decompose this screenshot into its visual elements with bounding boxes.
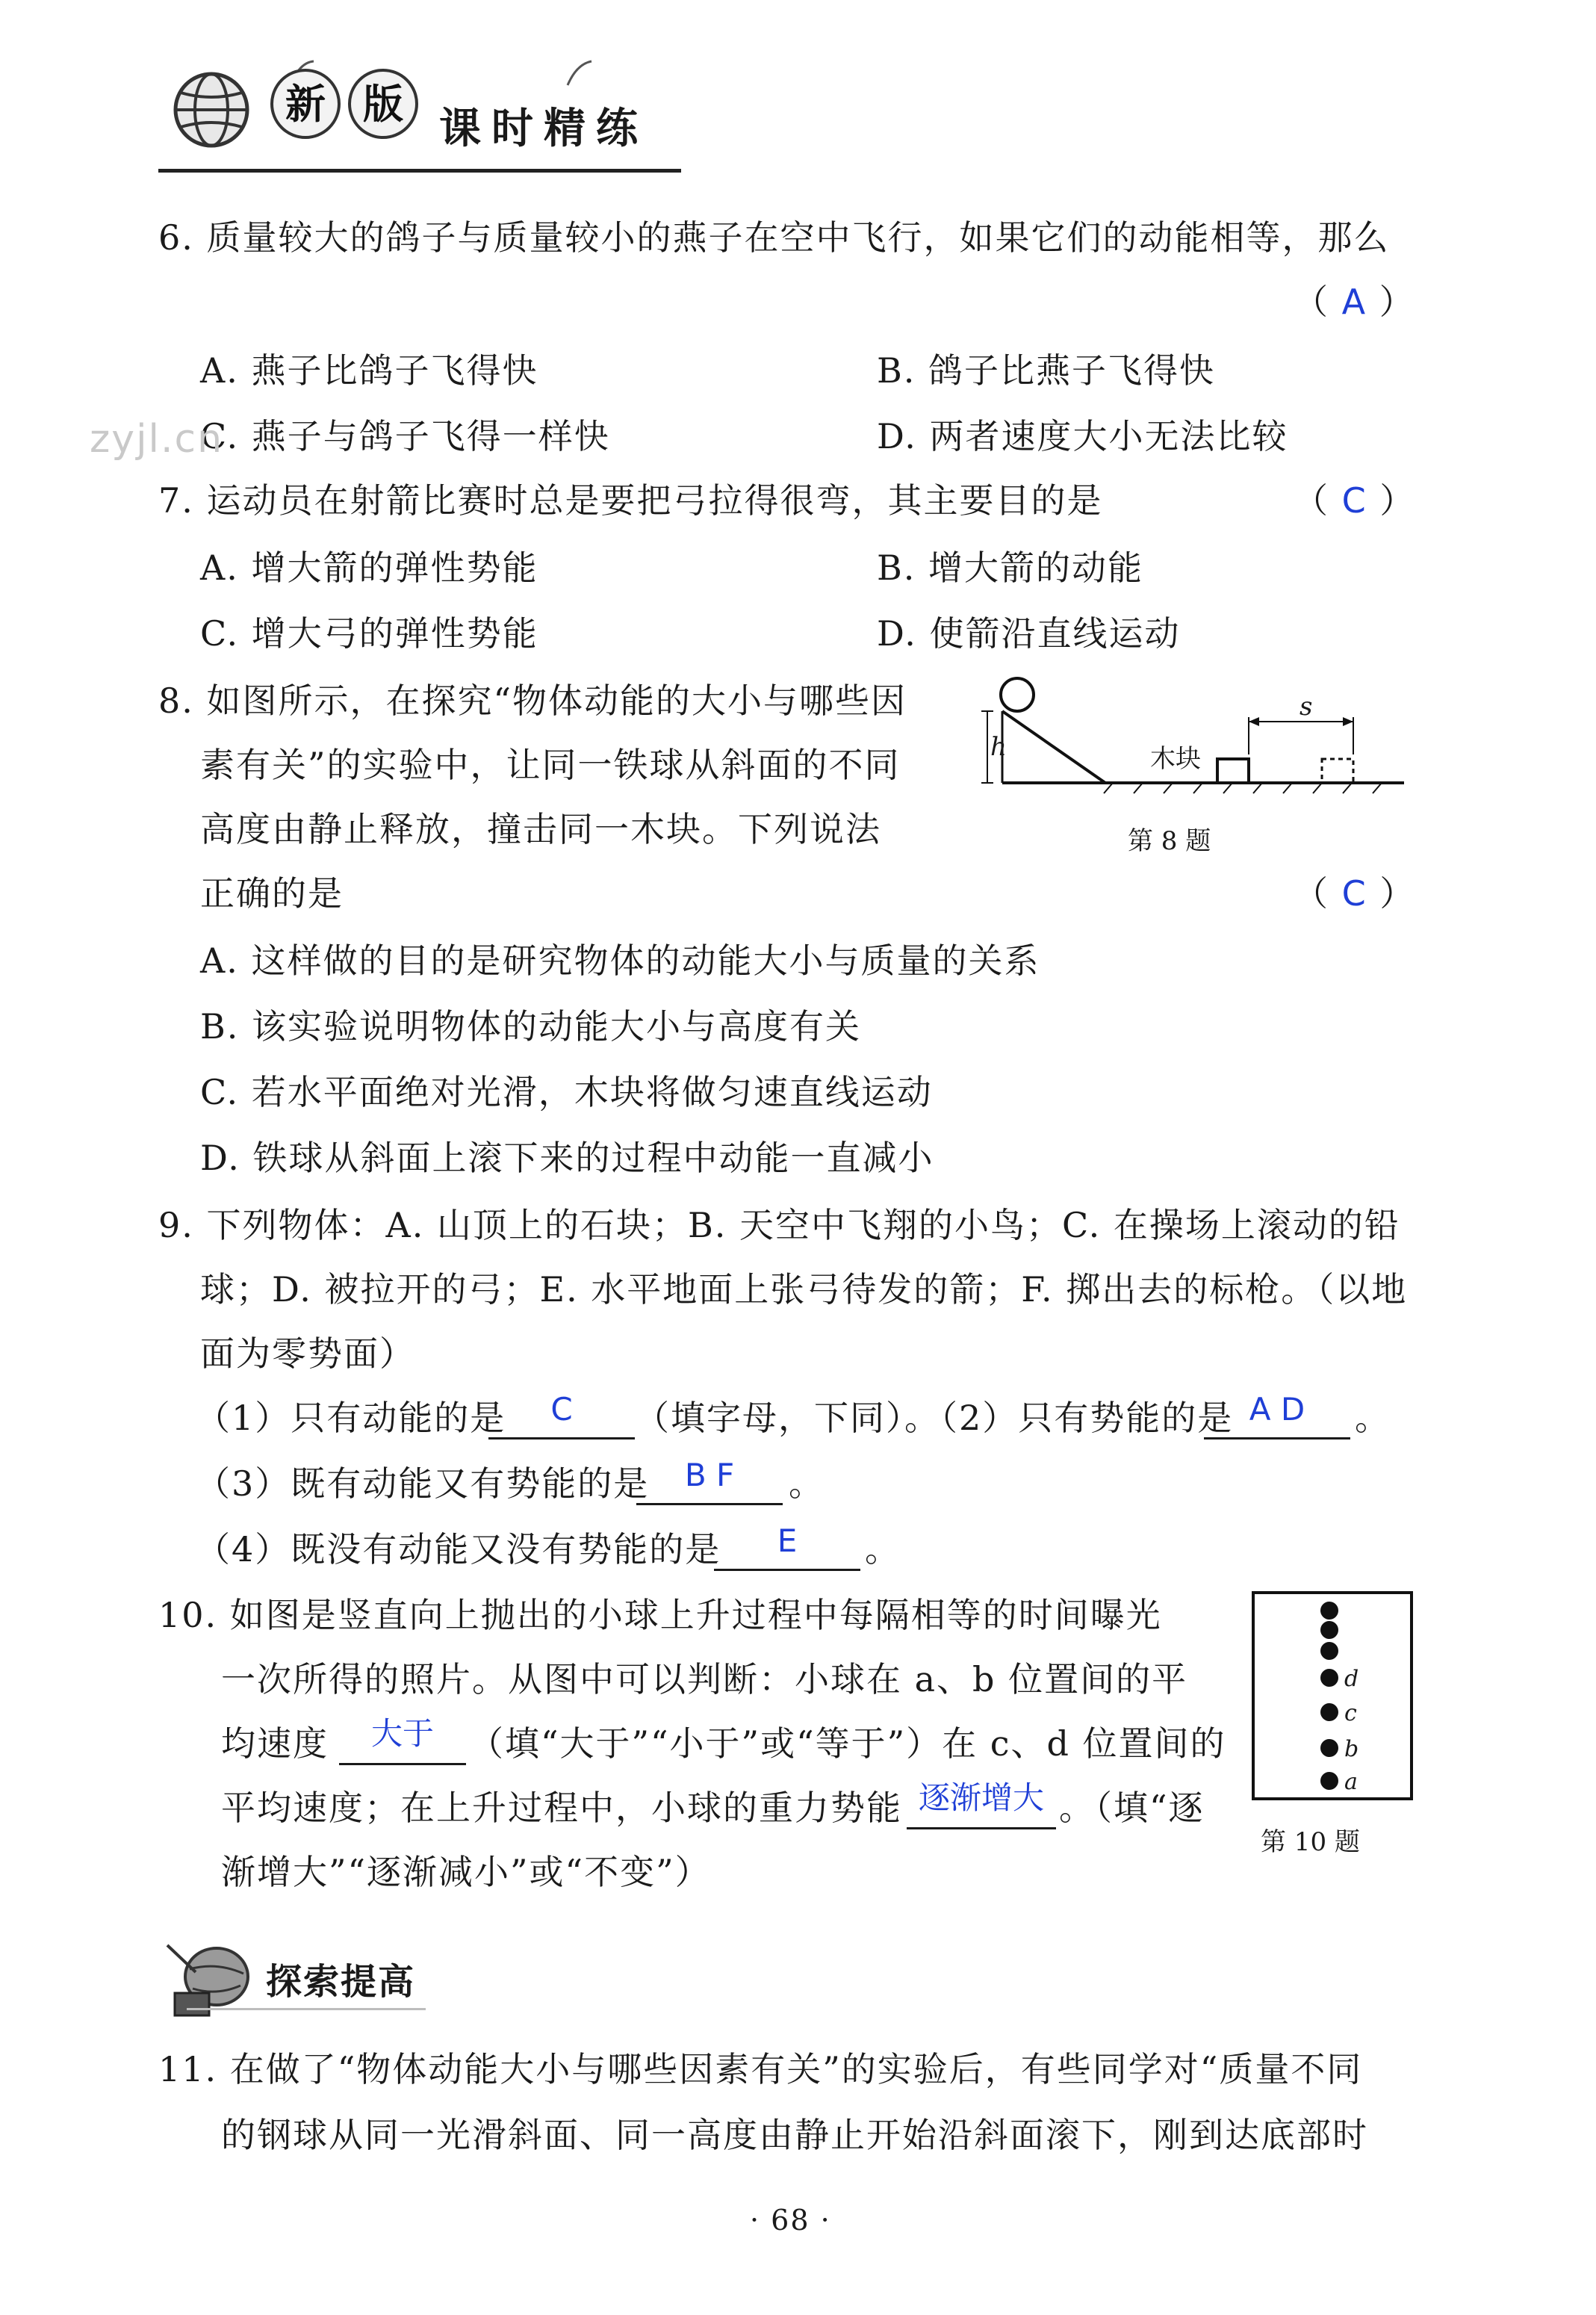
q8-figure-h-label: h xyxy=(990,732,1007,762)
q6-option-a: A. 燕子比鸽子飞得快 xyxy=(200,350,538,391)
q10-answer-1: 大于 xyxy=(370,1715,434,1752)
q9-p1-blank xyxy=(488,1437,635,1439)
q9-p3-end: 。 xyxy=(789,1463,825,1504)
q8-line-2: 素有关”的实验中，让同一铁球从斜面的不同 xyxy=(200,745,901,785)
section-rule xyxy=(187,2008,426,2010)
q10-line-3-prefix: 均速度 xyxy=(221,1723,329,1764)
q9-line-2: 球；D. 被拉开的弓；E. 水平地面上张弓待发的箭；F. 掷出去的标枪。（以地 xyxy=(200,1269,1408,1310)
q9-p3-blank xyxy=(636,1503,783,1505)
q11-line-2: 的钢球从同一光滑斜面、同一高度由静止开始沿斜面滚下，刚到达底部时 xyxy=(221,2115,1368,2155)
q9-p3-prefix: （3）既有动能又有势能的是 xyxy=(196,1463,650,1504)
section-title: 探索提高 xyxy=(266,1961,416,2003)
q7-option-b: B. 增大箭的动能 xyxy=(877,548,1144,588)
q8-line-1: 8. 如图所示，在探究“物体动能的大小与哪些因 xyxy=(158,681,907,721)
q6-option-d: D. 两者速度大小无法比较 xyxy=(877,416,1288,456)
q9-p3-answer: B F xyxy=(684,1457,735,1493)
q9-p4-blank xyxy=(714,1569,860,1571)
q10-line-1: 10. 如图是竖直向上抛出的小球上升过程中每隔相等的时间曝光 xyxy=(158,1595,1162,1635)
q6-option-b: B. 鸽子比燕子飞得快 xyxy=(877,350,1216,391)
q10-line-4-suffix: 。（填“逐 xyxy=(1059,1788,1205,1828)
q8-figure xyxy=(963,672,1412,859)
q10-line-2: 一次所得的照片。从图中可以判断：小球在 a、b 位置间的平 xyxy=(221,1659,1188,1699)
q10-blank-1 xyxy=(339,1763,466,1765)
header-title: 课时精练 xyxy=(439,105,648,153)
ball-photo-diagram xyxy=(1252,1591,1413,1800)
q9-p2-end: 。 xyxy=(1355,1398,1391,1438)
q6-answer-paren: （ A ） xyxy=(1294,282,1415,322)
q9-line-3: 面为零势面） xyxy=(200,1333,415,1374)
header-badge-new: 新 xyxy=(270,69,341,139)
q10-blank-2 xyxy=(907,1827,1056,1829)
q10-figure-label-c: c xyxy=(1344,1700,1357,1726)
q9-p2-blank xyxy=(1204,1437,1350,1439)
q7-answer-paren: （ C ） xyxy=(1294,480,1416,521)
q10-line-5: 渐增大”“逐渐减小”或“不变”） xyxy=(221,1852,711,1892)
q10-line-3-suffix: （填“大于”“小于”或“等于”）在 c、d 位置间的 xyxy=(469,1723,1226,1764)
q6-stem: 6. 质量较大的鸽子与质量较小的燕子在空中飞行，如果它们的动能相等，那么 xyxy=(158,217,1390,258)
q7-answer: C xyxy=(1341,480,1367,521)
page-number: · 68 · xyxy=(750,2204,831,2237)
q9-line-1: 9. 下列物体：A. 山顶上的石块；B. 天空中飞翔的小鸟；C. 在操场上滚动的铅 xyxy=(158,1205,1400,1245)
q8-answer: C xyxy=(1341,873,1367,914)
incline-diagram xyxy=(963,672,1412,799)
q9-p4-prefix: （4）既没有动能又没有势能的是 xyxy=(196,1529,721,1569)
q7-option-d: D. 使箭沿直线运动 xyxy=(877,613,1181,654)
q9-p4-answer: E xyxy=(777,1522,798,1559)
globe-logo-icon xyxy=(170,69,252,151)
q6-answer: A xyxy=(1341,282,1367,322)
q10-figure-label-a: a xyxy=(1344,1769,1358,1795)
q8-line-3: 高度由静止释放，撞击同一木块。下列说法 xyxy=(200,809,881,849)
q10-figure-label-d: d xyxy=(1344,1666,1359,1692)
q9-p1-middle: （填字母，下同）。（2）只有势能的是 xyxy=(635,1398,1234,1438)
q8-option-b: B. 该实验说明物体的动能大小与高度有关 xyxy=(200,1006,862,1047)
q8-figure-block-label: 木块 xyxy=(1150,744,1201,774)
header-badge-edition: 版 xyxy=(348,69,418,139)
q10-answer-2: 逐渐增大 xyxy=(918,1779,1044,1816)
q10-figure-caption: 第 10 题 xyxy=(1261,1827,1360,1857)
q10-figure-label-b: b xyxy=(1344,1736,1359,1762)
q9-p1-prefix: （1）只有动能的是 xyxy=(196,1398,506,1438)
q9-p4-end: 。 xyxy=(865,1529,901,1569)
q9-p1-answer: C xyxy=(550,1391,573,1428)
q8-option-c: C. 若水平面绝对光滑，木块将做匀速直线运动 xyxy=(200,1072,933,1112)
q7-option-c: C. 增大弓的弹性势能 xyxy=(200,613,538,654)
q10-line-4-prefix: 平均速度；在上升过程中，小球的重力势能 xyxy=(221,1788,902,1828)
q6-option-c: C. 燕子与鸽子飞得一样快 xyxy=(200,416,610,456)
q8-figure-caption: 第 8 题 xyxy=(1128,826,1211,856)
q8-option-d: D. 铁球从斜面上滚下来的过程中动能一直减小 xyxy=(200,1138,934,1178)
q7-stem: 7. 运动员在射箭比赛时总是要把弓拉得很弯，其主要目的是 xyxy=(158,480,1103,521)
watermark: zyjl.cn xyxy=(90,417,224,462)
q11-line-1: 11. 在做了“物体动能大小与哪些因素有关”的实验后，有些同学对“质量不同 xyxy=(158,2049,1363,2089)
q7-option-a: A. 增大箭的弹性势能 xyxy=(200,548,538,588)
q8-answer-paren: （ C ） xyxy=(1294,873,1416,914)
q8-figure-s-label: s xyxy=(1300,692,1313,722)
q10-figure xyxy=(1252,1591,1413,1905)
q9-p2-answer: A D xyxy=(1249,1391,1305,1428)
q8-line-4: 正确的是 xyxy=(200,873,344,914)
header xyxy=(0,0,1596,187)
q8-option-a: A. 这样做的目的是研究物体的动能大小与质量的关系 xyxy=(200,940,1040,981)
header-rule xyxy=(158,169,681,173)
